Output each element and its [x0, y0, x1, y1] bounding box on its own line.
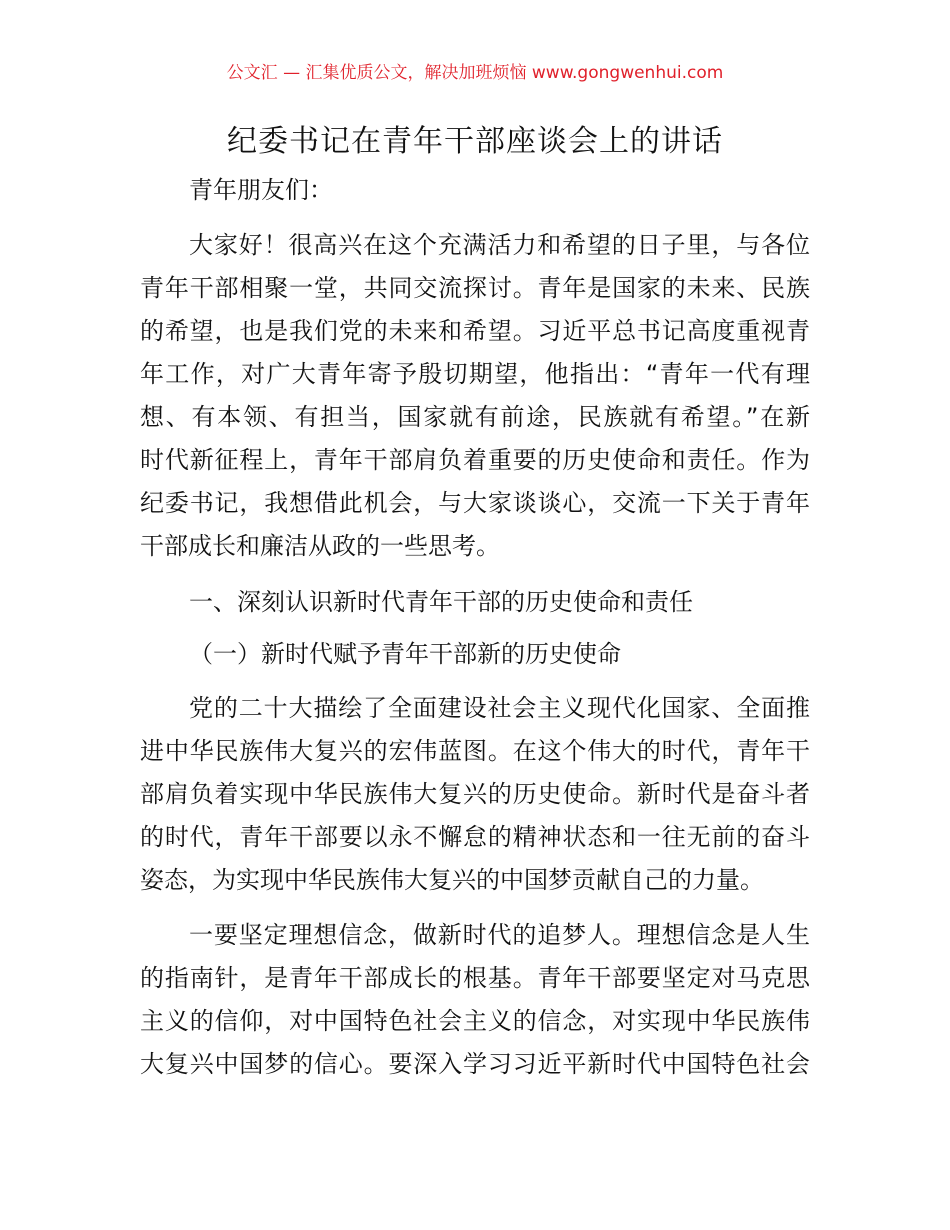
- paragraph-line: 想、有本领、有担当，国家就有前途，民族就有希望。”在新: [140, 403, 810, 431]
- paragraph-line: 纪委书记，我想借此机会，与大家谈谈心，交流一下关于青年: [140, 489, 810, 517]
- paragraph-line: 党的二十大描绘了全面建设社会主义现代化国家、全面推: [189, 694, 810, 722]
- paragraph-line: 青年干部相聚一堂，共同交流探讨。青年是国家的未来、民族: [140, 274, 810, 302]
- paragraph-line: 的时代，青年干部要以永不懈怠的精神状态和一往无前的奋斗: [140, 823, 810, 851]
- paragraph-line: 姿态，为实现中华民族伟大复兴的中国梦贡献自己的力量。: [140, 866, 764, 894]
- paragraph-line: 进中华民族伟大复兴的宏伟蓝图。在这个伟大的时代，青年干: [140, 737, 810, 765]
- heading-line: 一、深刻认识新时代青年干部的历史使命和责任: [189, 588, 693, 616]
- paragraph-line: 年工作，对广大青年寄予殷切期望，他指出：“青年一代有理: [140, 360, 810, 388]
- paragraph-line: 主义的信仰，对中国特色社会主义的信念，对实现中华民族伟: [140, 1007, 810, 1035]
- paragraph-line: 大复兴中国梦的信心。要深入学习习近平新时代中国特色社会: [140, 1050, 810, 1078]
- paragraph-line: 干部成长和廉洁从政的一些思考。: [140, 532, 500, 560]
- paragraph-line: 时代新征程上，青年干部肩负着重要的历史使命和责任。作为: [140, 446, 810, 474]
- subheading-line: （一）新时代赋予青年干部新的历史使命: [189, 640, 621, 668]
- paragraph-line: 的希望，也是我们党的未来和希望。习近平总书记高度重视青: [140, 317, 810, 345]
- paragraph-line: 大家好！很高兴在这个充满活力和希望的日子里，与各位: [189, 231, 810, 259]
- document-title: 纪委书记在青年干部座谈会上的讲话: [227, 124, 723, 159]
- paragraph-line: 一要坚定理想信念，做新时代的追梦人。理想信念是人生: [189, 921, 810, 949]
- site-banner: 公文汇 — 汇集优质公文，解决加班烦恼 www.gongwenhui.com: [226, 63, 724, 83]
- paragraph-line: 的指南针，是青年干部成长的根基。青年干部要坚定对马克思: [140, 964, 810, 992]
- salutation-line: 青年朋友们：: [189, 176, 333, 204]
- paragraph-line: 部肩负着实现中华民族伟大复兴的历史使命。新时代是奋斗者: [140, 780, 810, 808]
